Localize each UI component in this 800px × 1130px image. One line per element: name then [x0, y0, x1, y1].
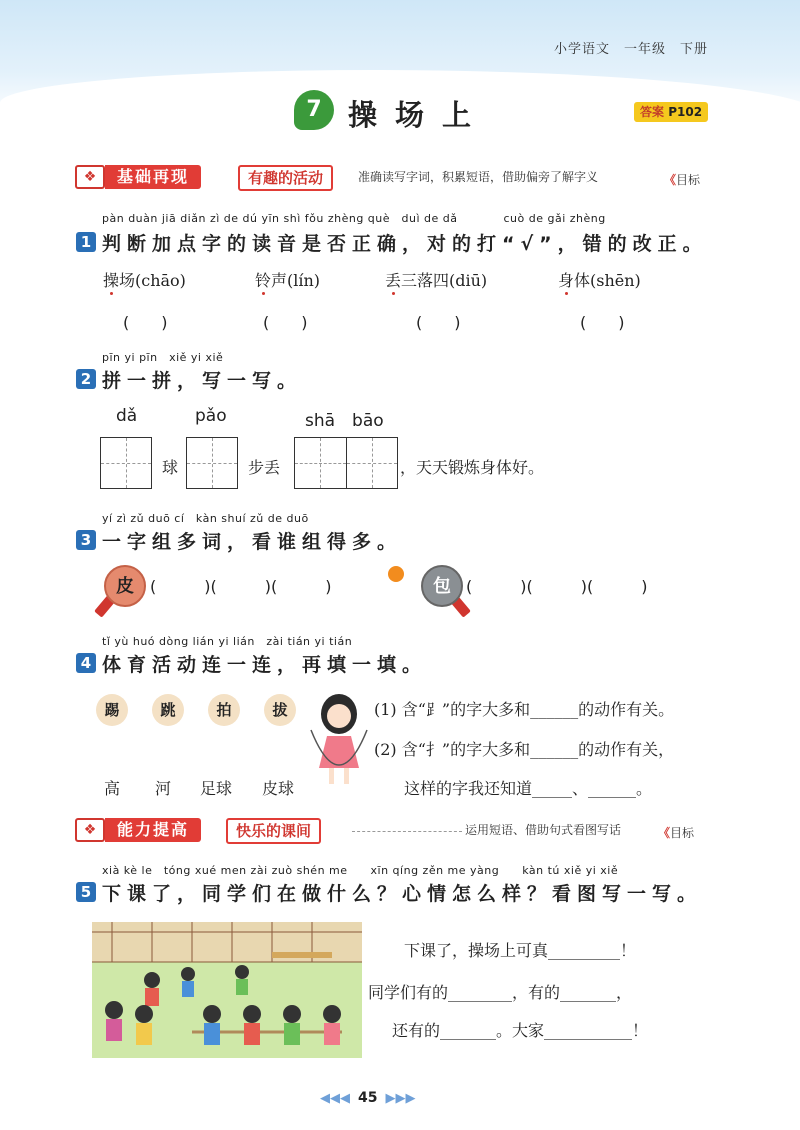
- girl-jump-rope-illustration: [305, 690, 373, 790]
- writing-grid-da[interactable]: [100, 437, 152, 489]
- verb-leaf: 跳: [152, 694, 184, 726]
- writing-grid-pao[interactable]: [186, 437, 238, 489]
- q1-answer-blank[interactable]: ( ): [580, 313, 625, 332]
- q4-number: 4: [76, 653, 96, 673]
- section2-subtitle: 快乐的课间: [226, 818, 321, 844]
- playground-illustration: [92, 922, 362, 1058]
- answer-badge[interactable]: [634, 102, 708, 122]
- prev-arrows-icon: ◀◀◀: [320, 1091, 350, 1106]
- q2-pinyin-shabao: shā bāo: [305, 411, 384, 431]
- q2-pinyin: pīn yi pīn xiě yi xiě: [102, 351, 224, 364]
- answer-label: 答案: [640, 105, 665, 119]
- q5-line3: 还有的_______。大家___________！: [392, 1021, 649, 1040]
- verb-leaf: 拍: [208, 694, 240, 726]
- q1-item: 身体(shēn): [558, 271, 641, 290]
- q2-text: 拼一拼，写一写。: [102, 370, 303, 392]
- noun-word: 足球: [200, 779, 233, 798]
- section2-title: 能力提高: [105, 818, 201, 842]
- verb-leaf: 踢: [96, 694, 128, 726]
- q3-text: 一字组多词，看谁组得多。: [102, 531, 403, 553]
- emphasis-dot: [392, 292, 395, 295]
- q5-line2: 同学们有的________，有的_______，: [368, 983, 633, 1002]
- q2-number: 2: [76, 369, 96, 389]
- section2-divider: [352, 831, 462, 832]
- ping-pong-ball: [388, 566, 404, 582]
- q5-pinyin: xià kè le tóng xué men zài zuò shén me xīn qíng zěn me yàng kàn tú xiě yi xiě: [102, 864, 619, 877]
- q1-item: 铃声(lín): [255, 271, 321, 290]
- q1-answer-blank[interactable]: ( ): [263, 313, 308, 332]
- q3-blanks-bao[interactable]: ( )( )( ): [466, 577, 648, 596]
- page-number: 45: [358, 1090, 378, 1106]
- lesson-title: 操场上: [348, 98, 490, 132]
- q2-text-qiu: 球: [162, 458, 179, 477]
- noun-word: 河: [155, 779, 172, 798]
- q4-pinyin: tǐ yù huó dòng lián yi lián zài tián yi tián: [102, 635, 353, 648]
- paddle-pi: 皮: [104, 565, 146, 607]
- q1-pinyin: pàn duàn jiā diǎn zì de dú yīn shì fǒu zhèng què duì de dǎ cuò de gǎi zhèng: [102, 212, 606, 225]
- paddle-bao: 包: [421, 565, 463, 607]
- q4-line1: (1) 含“⻊”的字大多和______的动作有关。: [374, 700, 675, 719]
- noun-word: 高: [104, 779, 121, 798]
- q2-pinyin-da: dǎ: [116, 406, 138, 426]
- q1-item: 丢三落四(diū): [385, 271, 488, 290]
- q4-text: 体育活动连一连，再填一填。: [102, 654, 428, 676]
- section2-goal-tag: 《目标: [658, 826, 695, 840]
- q4-line2: (2) 含“扌”的字大多和______的动作有关，: [374, 740, 675, 759]
- emphasis-dot: [262, 292, 265, 295]
- q3-number: 3: [76, 530, 96, 550]
- answer-page: P102: [668, 105, 703, 119]
- book-label: 小学语文 一年级 下册: [553, 42, 708, 57]
- section2-goal: 运用短语、借助句式看图写话: [465, 823, 622, 837]
- section1-title: 基础再现: [105, 165, 201, 189]
- emphasis-dot: [565, 292, 568, 295]
- verb-leaf: 拔: [264, 694, 296, 726]
- q2-pinyin-pao: pǎo: [195, 406, 227, 426]
- q3-pinyin: yí zì zǔ duō cí kàn shuí zǔ de duō: [102, 512, 309, 525]
- book-icon: ❖: [75, 818, 105, 842]
- lesson-number: 7: [294, 90, 334, 130]
- noun-word: 皮球: [262, 779, 295, 798]
- emphasis-dot: [110, 292, 113, 295]
- q1-answer-blank[interactable]: ( ): [123, 313, 168, 332]
- q1-answer-blank[interactable]: ( ): [416, 313, 461, 332]
- q1-number: 1: [76, 232, 96, 252]
- q5-number: 5: [76, 882, 96, 902]
- q2-text-budiu: 步丢: [248, 458, 281, 477]
- next-arrows-icon: ▶▶▶: [385, 1091, 416, 1106]
- q1-item: 操场(chāo): [103, 271, 186, 290]
- q4-line3: 这样的字我还知道_____、______。: [404, 779, 653, 798]
- q5-line1: 下课了，操场上可真_________！: [404, 941, 637, 960]
- section1-goal: 准确读写字词，积累短语，借助偏旁了解字义: [358, 170, 599, 184]
- q3-blanks-pi[interactable]: ( )( )( ): [150, 577, 332, 596]
- q2-text-tail: ，天天锻炼身体好。: [400, 458, 545, 477]
- book-icon: ❖: [75, 165, 105, 189]
- q1-text: 判断加点字的读音是否正确，对的打“√”，错的改正。: [102, 233, 708, 255]
- section1-goal-tag: 《目标: [664, 173, 701, 187]
- section1-subtitle: 有趣的活动: [238, 165, 333, 191]
- q5-text: 下课了，同学们在做什么？心情怎么样？看图写一写。: [102, 883, 703, 905]
- writing-grid-shabao[interactable]: [294, 437, 398, 489]
- page-footer: [320, 1090, 415, 1106]
